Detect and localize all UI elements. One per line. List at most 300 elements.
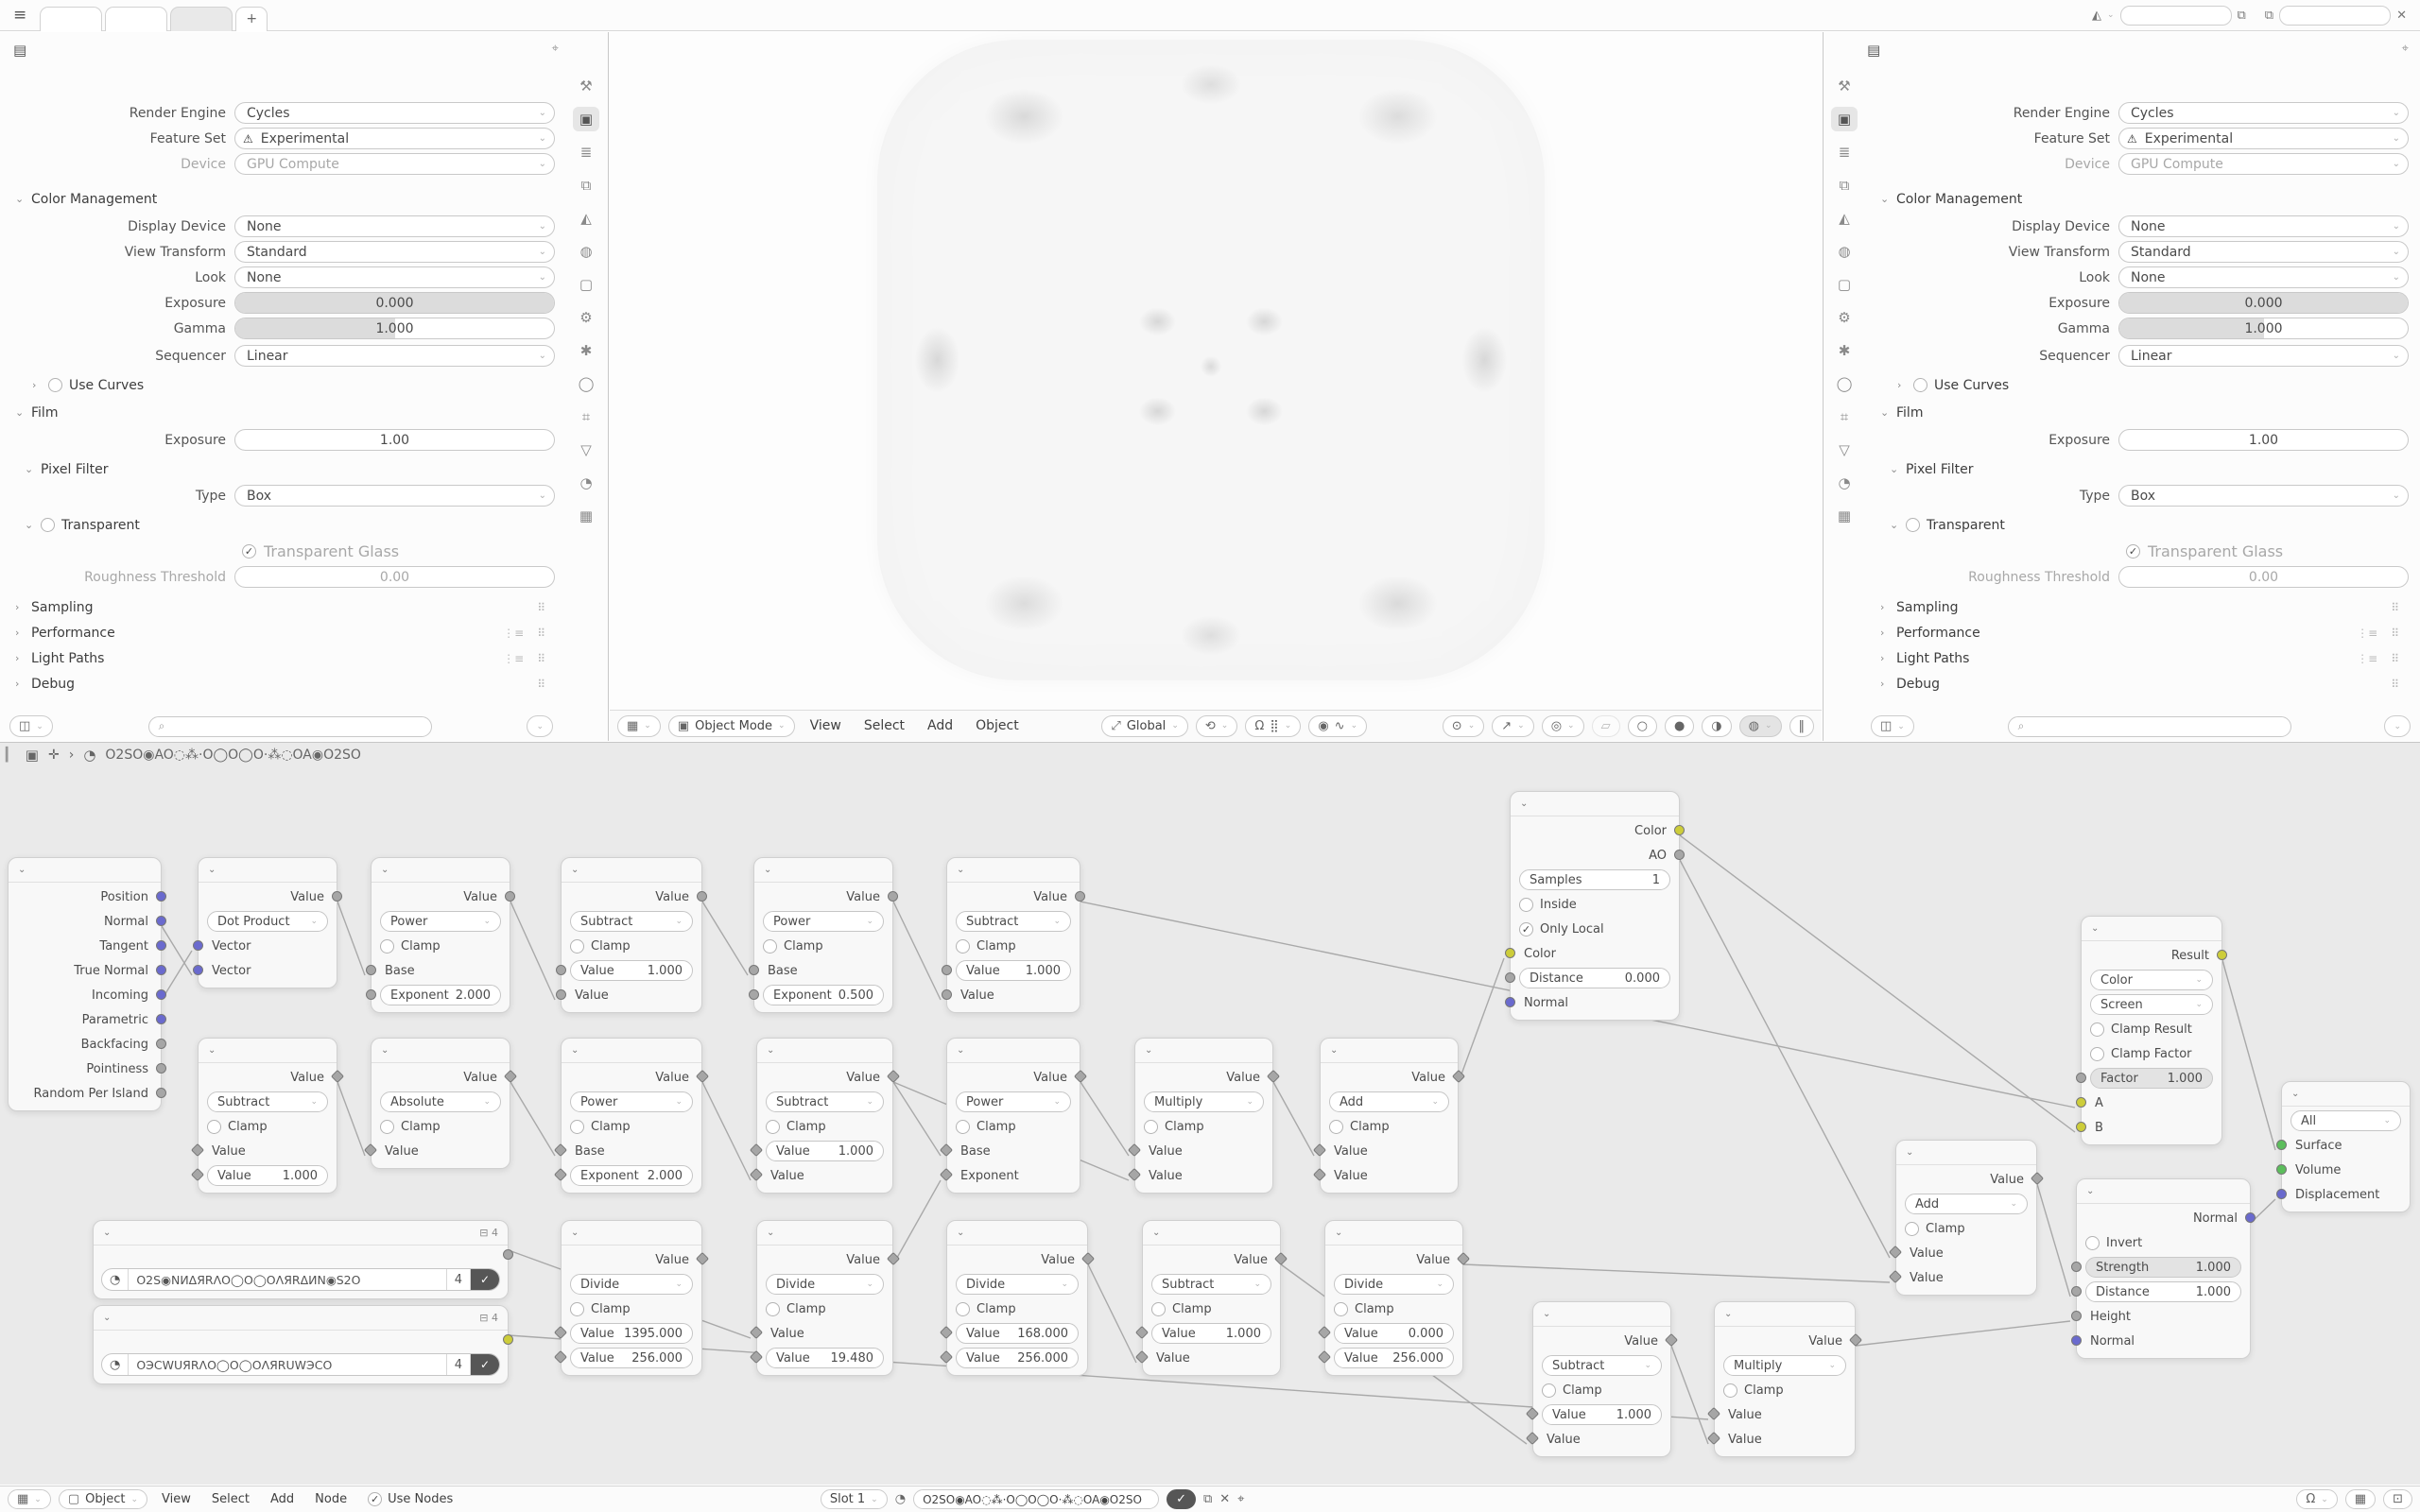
node-checkbox[interactable] <box>763 939 777 954</box>
particles-icon[interactable]: ✱ <box>579 342 593 359</box>
options-expand-button[interactable]: ⌄ <box>2384 715 2411 737</box>
math-subtract-3[interactable] <box>198 1038 337 1194</box>
physics-icon[interactable]: ◯ <box>578 375 595 392</box>
search-input[interactable] <box>148 716 432 737</box>
gizmo-button[interactable] <box>1492 715 1533 737</box>
node-checkbox[interactable] <box>956 1302 970 1316</box>
data-icon[interactable]: ▽ <box>580 441 592 458</box>
prop-select-sequencer[interactable] <box>2118 345 2409 367</box>
grip-icon[interactable]: ⠿ <box>2391 677 2399 691</box>
object-icon[interactable]: ▢ <box>1837 276 1852 293</box>
node-header[interactable]: ⌄ <box>1143 1221 1280 1246</box>
output-socket[interactable] <box>156 891 166 902</box>
list-icon[interactable]: ⋮≡ <box>503 626 525 640</box>
shader-node-editor[interactable] <box>0 742 2420 1485</box>
output-socket[interactable] <box>1674 825 1685 835</box>
node-number-field[interactable] <box>763 985 884 1005</box>
search-input[interactable] <box>2008 716 2291 737</box>
checkbox-transparent-glass[interactable] <box>242 544 256 558</box>
constraints-icon[interactable]: ⌗ <box>581 408 591 425</box>
output-socket[interactable] <box>332 891 342 902</box>
prop-number-exposure[interactable] <box>2118 429 2409 451</box>
node-header[interactable]: ⌄ <box>947 1039 1080 1063</box>
proportional-edit-button[interactable] <box>1308 715 1367 737</box>
output-socket[interactable] <box>156 1039 166 1049</box>
object-menu[interactable]: Object <box>976 718 1019 733</box>
prop-select-type[interactable] <box>234 485 555 507</box>
mix-color-node[interactable] <box>2081 916 2222 1145</box>
input-socket[interactable] <box>1505 997 1515 1007</box>
material-slot-select[interactable]: Slot 1 ⌄ <box>821 1489 888 1509</box>
select-menu[interactable]: Select <box>211 1492 250 1506</box>
grip-icon[interactable]: ⠿ <box>537 626 545 640</box>
output-socket[interactable] <box>1674 850 1685 860</box>
prop-select-render-engine[interactable] <box>2118 102 2409 124</box>
math-subtract-1[interactable] <box>561 857 702 1013</box>
node-header[interactable]: ⌄ <box>562 1039 701 1063</box>
node-select[interactable] <box>207 911 328 932</box>
fake-user-shield-button[interactable]: ✓ <box>471 1269 499 1290</box>
section-light-paths[interactable] <box>0 647 555 669</box>
section-checkbox[interactable] <box>1906 518 1920 532</box>
use-nodes-checkbox[interactable] <box>361 1492 459 1506</box>
node-checkbox[interactable] <box>380 939 394 954</box>
node-header[interactable]: ⌄ <box>754 858 892 883</box>
node-select[interactable] <box>956 1091 1071 1112</box>
node-checkbox[interactable] <box>380 1120 394 1134</box>
snap-target-button[interactable] <box>1196 715 1237 737</box>
node-header[interactable]: ⌄ <box>199 858 337 883</box>
material-output-node[interactable] <box>2281 1081 2411 1212</box>
datablock-name[interactable]: OЭCWUЯRΛO◯O◯OΛЯRUWЭCO <box>129 1354 446 1375</box>
overlap-icon[interactable] <box>2345 1489 2376 1509</box>
output-socket[interactable] <box>503 1334 513 1345</box>
prop-select-sequencer[interactable] <box>234 345 555 367</box>
node-checkbox[interactable] <box>1144 1120 1158 1134</box>
math-subtract-4[interactable] <box>756 1038 893 1194</box>
node-number-field[interactable] <box>570 960 693 981</box>
image-datablock-2[interactable] <box>93 1305 509 1384</box>
node-header[interactable]: ⌄ <box>2082 917 2221 941</box>
output-socket[interactable] <box>156 1063 166 1074</box>
node-checkbox[interactable] <box>1519 898 1533 912</box>
node-select[interactable] <box>1334 1274 1454 1295</box>
prop-slider-gamma[interactable] <box>234 318 555 339</box>
math-divide-4[interactable] <box>1324 1220 1463 1376</box>
constraints-icon[interactable]: ⌗ <box>1840 408 1849 425</box>
prop-select-display-device[interactable] <box>234 215 555 237</box>
node-number-field[interactable] <box>1519 869 1670 890</box>
node-number-field[interactable] <box>207 1165 328 1186</box>
node-header[interactable]: ⌄ <box>372 858 510 883</box>
node-select[interactable] <box>1723 1355 1846 1376</box>
node-number-field[interactable] <box>1151 1323 1271 1344</box>
view-layer-selector[interactable] <box>2279 6 2391 26</box>
node-checkbox[interactable] <box>570 1120 584 1134</box>
node-number-field[interactable] <box>766 1348 884 1368</box>
prop-select-device[interactable] <box>2118 153 2409 175</box>
node-select[interactable] <box>2090 970 2213 990</box>
node-number-field[interactable] <box>570 1165 693 1186</box>
ambient-occlusion-node[interactable] <box>1510 791 1680 1021</box>
prop-select-feature-set[interactable] <box>234 128 555 149</box>
input-socket[interactable] <box>2071 1335 2082 1346</box>
add-menu[interactable]: Add <box>927 718 954 733</box>
view-layer-icon[interactable]: ⧉ <box>1839 177 1850 194</box>
input-socket[interactable] <box>942 965 952 975</box>
copy-icon[interactable]: ⧉ <box>1202 1492 1213 1506</box>
particles-icon[interactable]: ✱ <box>1838 342 1851 359</box>
node-header[interactable]: ⌄ <box>562 1221 701 1246</box>
prop-select-look[interactable] <box>234 266 555 288</box>
node-select[interactable] <box>207 1091 328 1112</box>
math-power-1[interactable] <box>371 857 510 1013</box>
scene-icon[interactable]: ◭ <box>1839 210 1850 227</box>
node-checkbox[interactable] <box>766 1120 780 1134</box>
node-checkbox[interactable] <box>207 1120 221 1134</box>
output-icon[interactable]: ≣ <box>579 144 593 161</box>
node-header[interactable]: ⌄ <box>757 1039 892 1063</box>
grip-icon[interactable]: ⠿ <box>2391 600 2399 614</box>
image-datablock-1[interactable] <box>93 1220 509 1299</box>
editor-type-button[interactable] <box>8 1489 51 1509</box>
section-performance[interactable] <box>1865 622 2409 644</box>
input-socket[interactable] <box>942 989 952 1000</box>
subpanel-use-curves[interactable] <box>1865 374 2409 396</box>
node-number-field[interactable] <box>956 1348 1079 1368</box>
math-divide-1[interactable] <box>561 1220 702 1376</box>
list-icon[interactable]: ⋮≡ <box>2357 626 2378 640</box>
math-subtract-6[interactable] <box>1532 1301 1671 1457</box>
grid-icon[interactable] <box>2383 1489 2412 1509</box>
node-header[interactable]: ⌄ <box>1321 1039 1458 1063</box>
node-select[interactable] <box>570 1091 693 1112</box>
options-expand-button[interactable]: ⌄ <box>527 715 553 737</box>
input-socket[interactable] <box>366 965 376 975</box>
prop-select-display-device[interactable] <box>2118 215 2409 237</box>
node-select[interactable] <box>570 1274 693 1295</box>
node-select[interactable] <box>1151 1274 1271 1295</box>
render-icon[interactable]: ▣ <box>573 107 599 131</box>
input-socket[interactable] <box>2071 1311 2082 1321</box>
node-header[interactable]: ⌄ <box>1135 1039 1272 1063</box>
node-checkbox[interactable] <box>1542 1383 1556 1398</box>
node-number-field[interactable] <box>1542 1404 1662 1425</box>
section-color-management[interactable] <box>0 188 555 210</box>
prop-slider-gamma[interactable] <box>2118 318 2409 339</box>
texture-icon[interactable]: ▦ <box>1837 507 1852 524</box>
output-icon[interactable]: ≣ <box>1838 144 1851 161</box>
node-select[interactable] <box>380 911 501 932</box>
prop-select-look[interactable] <box>2118 266 2409 288</box>
math-absolute[interactable] <box>371 1038 510 1169</box>
node-select[interactable] <box>1905 1194 2028 1214</box>
node-select[interactable] <box>766 1091 884 1112</box>
node-header[interactable]: ⌄ <box>1896 1141 2036 1165</box>
grip-icon[interactable]: ⠿ <box>537 677 545 691</box>
node-select[interactable] <box>763 911 884 932</box>
section-film[interactable] <box>1865 402 2409 423</box>
node-menu[interactable]: Node <box>315 1492 348 1506</box>
input-socket[interactable] <box>749 965 759 975</box>
grip-icon[interactable]: ⠿ <box>537 651 545 665</box>
node-checkbox[interactable] <box>1334 1302 1348 1316</box>
node-checkbox[interactable] <box>2085 1236 2100 1250</box>
input-socket[interactable] <box>556 989 566 1000</box>
math-add-2[interactable] <box>1895 1140 2037 1296</box>
node-header[interactable]: ⌄ ⊟ 4 <box>94 1221 508 1246</box>
input-socket[interactable] <box>556 965 566 975</box>
output-socket[interactable] <box>156 916 166 926</box>
datablock-name[interactable]: O2S◉NИΔЯRΛO◯O◯OΛЯRΔИN◉S2O <box>129 1269 446 1290</box>
list-icon[interactable]: ⋮≡ <box>503 651 525 665</box>
shading-wireframe-button[interactable] <box>1628 715 1657 737</box>
snap-magnet-button[interactable] <box>1245 715 1301 737</box>
add-menu[interactable]: Add <box>270 1492 295 1506</box>
scene-selector[interactable] <box>2120 6 2232 26</box>
workspace-tab-1[interactable] <box>40 7 102 31</box>
node-header[interactable]: ⌄ <box>199 1039 337 1063</box>
list-icon[interactable]: ⋮≡ <box>2357 651 2378 665</box>
prop-select-feature-set[interactable] <box>2118 128 2409 149</box>
filter-toggle-button[interactable]: ◫ ⌄ <box>9 715 53 737</box>
node-checkbox[interactable] <box>1519 922 1533 936</box>
section-pixel-filter[interactable] <box>0 458 555 480</box>
properties-editor-icon[interactable]: ▤ <box>13 42 27 59</box>
output-socket[interactable] <box>2217 950 2227 960</box>
world-icon[interactable]: ◍ <box>1838 243 1851 260</box>
mode-select[interactable] <box>668 715 795 737</box>
app-menu-icon[interactable]: ≡ <box>13 6 27 25</box>
input-socket[interactable] <box>2071 1262 2082 1272</box>
physics-icon[interactable]: ◯ <box>1836 375 1853 392</box>
node-checkbox[interactable] <box>1723 1383 1737 1398</box>
prop-select-view-transform[interactable] <box>234 241 555 263</box>
overlays-button[interactable] <box>1542 715 1584 737</box>
node-checkbox[interactable] <box>766 1302 780 1316</box>
math-add-1[interactable] <box>1320 1038 1459 1194</box>
node-header[interactable]: ⌄ <box>947 1221 1087 1246</box>
prop-slider-exposure[interactable] <box>234 292 555 314</box>
visibility-button[interactable] <box>1443 715 1484 737</box>
node-number-field[interactable] <box>956 1323 1079 1344</box>
shading-rendered-button[interactable] <box>1739 715 1782 737</box>
node-checkbox[interactable] <box>570 1302 584 1316</box>
world-icon[interactable]: ◍ <box>579 243 593 260</box>
checkbox-transparent-glass[interactable] <box>2126 544 2140 558</box>
grip-icon[interactable]: ⠿ <box>2391 651 2399 665</box>
fake-user-shield-button[interactable]: ✓ <box>1167 1489 1196 1509</box>
pin-icon[interactable]: ⌖ <box>551 42 559 56</box>
math-subtract-2[interactable] <box>946 857 1080 1013</box>
input-socket[interactable] <box>2076 1122 2086 1132</box>
node-number-field[interactable] <box>2085 1281 2241 1302</box>
toggle-checkbox[interactable] <box>1913 378 1927 392</box>
output-socket[interactable] <box>156 1014 166 1024</box>
input-socket[interactable] <box>366 989 376 1000</box>
add-workspace-button[interactable]: + <box>235 7 268 31</box>
input-socket[interactable] <box>2076 1073 2086 1083</box>
math-power-3[interactable] <box>561 1038 702 1194</box>
node-number-field[interactable] <box>1334 1323 1454 1344</box>
input-socket[interactable] <box>1505 972 1515 983</box>
math-divide-2[interactable] <box>756 1220 893 1376</box>
node-select[interactable] <box>956 1274 1079 1295</box>
close-icon[interactable]: ✕ <box>2396 8 2407 23</box>
shading-material-button[interactable] <box>1702 715 1731 737</box>
modifiers-icon[interactable]: ⚙ <box>1838 309 1851 326</box>
node-number-field[interactable] <box>380 985 501 1005</box>
node-header[interactable]: ⌄ <box>947 858 1080 883</box>
node-number-field[interactable] <box>570 1348 693 1368</box>
xray-button[interactable] <box>1592 715 1620 737</box>
node-number-field[interactable] <box>2085 1257 2241 1278</box>
input-socket[interactable] <box>2076 1097 2086 1108</box>
input-socket[interactable] <box>193 965 203 975</box>
viewport-3d[interactable] <box>610 32 1822 741</box>
toggle-checkbox[interactable] <box>48 378 62 392</box>
math-multiply-1[interactable] <box>1134 1038 1273 1194</box>
material-name-field[interactable]: O2SO◉AO◌⁂·O◯O◯O·⁂◌OA◉O2SO <box>913 1489 1159 1509</box>
node-select[interactable] <box>956 911 1071 932</box>
prop-number-roughness-threshold[interactable] <box>2118 566 2409 588</box>
prop-slider-exposure[interactable] <box>2118 292 2409 314</box>
node-number-field[interactable] <box>956 960 1071 981</box>
render-icon[interactable]: ▣ <box>1831 107 1858 131</box>
node-number-field[interactable] <box>766 1141 884 1161</box>
subpanel-use-curves[interactable] <box>0 374 555 396</box>
input-socket[interactable] <box>2071 1286 2082 1297</box>
input-socket[interactable] <box>2276 1189 2287 1199</box>
plus-icon[interactable]: ✛ <box>47 747 60 763</box>
material-icon[interactable]: ◔ <box>1838 474 1851 491</box>
prop-select-render-engine[interactable] <box>234 102 555 124</box>
datablock-icon[interactable]: ◔ <box>102 1354 129 1375</box>
editor-type-button[interactable] <box>617 715 661 737</box>
texture-icon[interactable]: ▦ <box>579 507 594 524</box>
node-number-field[interactable] <box>1334 1348 1454 1368</box>
node-select[interactable] <box>570 911 693 932</box>
node-number-field[interactable] <box>570 1323 693 1344</box>
prop-select-view-transform[interactable] <box>2118 241 2409 263</box>
node-header[interactable]: ⌄ <box>9 858 161 883</box>
grip-icon[interactable]: ⠿ <box>537 600 545 614</box>
scene-icon[interactable]: ◭ <box>580 210 592 227</box>
node-select[interactable] <box>1144 1091 1264 1112</box>
node-number-field[interactable] <box>1519 968 1670 988</box>
data-icon[interactable]: ▽ <box>1839 441 1850 458</box>
datablock-icon[interactable]: ◔ <box>102 1269 129 1290</box>
node-checkbox[interactable] <box>1329 1120 1343 1134</box>
grip-icon[interactable]: ⠿ <box>2391 626 2399 640</box>
section-transparent[interactable] <box>0 514 555 536</box>
node-checkbox[interactable] <box>1905 1222 1919 1236</box>
output-socket[interactable] <box>156 965 166 975</box>
output-socket[interactable] <box>156 940 166 951</box>
workspace-tab-3[interactable] <box>170 7 233 31</box>
node-checkbox[interactable] <box>570 939 584 954</box>
chevron-down-icon[interactable]: ⌄ <box>2106 10 2115 20</box>
node-header[interactable]: ⌄ <box>2077 1179 2250 1204</box>
input-socket[interactable] <box>193 940 203 951</box>
output-socket[interactable] <box>2245 1212 2256 1223</box>
node-checkbox[interactable] <box>956 939 970 954</box>
pause-render-button[interactable] <box>1789 715 1815 737</box>
shading-solid-button[interactable] <box>1665 715 1694 737</box>
fake-user-shield-button[interactable]: ✓ <box>471 1354 499 1375</box>
section-light-paths[interactable] <box>1865 647 2409 669</box>
output-socket[interactable] <box>156 989 166 1000</box>
section-film[interactable] <box>0 402 555 423</box>
math-power-4[interactable] <box>946 1038 1080 1194</box>
node-header[interactable]: ⌄ <box>562 858 701 883</box>
view-menu[interactable]: View <box>162 1492 191 1506</box>
object-icon[interactable]: ▢ <box>579 276 594 293</box>
section-sampling[interactable] <box>0 596 555 618</box>
node-checkbox[interactable] <box>956 1120 970 1134</box>
node-select[interactable] <box>766 1274 884 1295</box>
input-socket[interactable] <box>2276 1140 2287 1150</box>
section-sampling[interactable] <box>1865 596 2409 618</box>
section-debug[interactable] <box>0 673 555 695</box>
pin-icon[interactable]: ⌖ <box>1237 1492 1245 1506</box>
input-socket[interactable] <box>1505 948 1515 958</box>
node-header[interactable]: ⌄ <box>1511 792 1679 816</box>
geometry-node[interactable] <box>8 857 162 1111</box>
node-checkbox[interactable] <box>1151 1302 1166 1316</box>
math-power-2[interactable] <box>753 857 893 1013</box>
section-debug[interactable] <box>1865 673 2409 695</box>
output-socket[interactable] <box>505 891 515 902</box>
node-header[interactable]: ⌄ <box>1715 1302 1855 1327</box>
bump-node[interactable] <box>2076 1178 2251 1359</box>
node-select[interactable] <box>1329 1091 1449 1112</box>
shader-type-select[interactable] <box>59 1489 147 1509</box>
properties-editor-icon[interactable]: ▤ <box>1867 42 1881 59</box>
tool-icon[interactable]: ⚒ <box>579 77 593 94</box>
math-subtract-5[interactable] <box>1142 1220 1281 1376</box>
prop-select-device[interactable] <box>234 153 555 175</box>
view-menu[interactable]: View <box>809 718 841 733</box>
node-header[interactable]: ⌄ <box>1533 1302 1670 1327</box>
prop-number-exposure[interactable] <box>234 429 555 451</box>
output-socket[interactable] <box>503 1249 513 1260</box>
input-socket[interactable] <box>749 989 759 1000</box>
node-select[interactable] <box>2090 994 2213 1015</box>
section-color-management[interactable] <box>1865 188 2409 210</box>
node-header[interactable]: ⌄ <box>372 1039 510 1063</box>
node-header[interactable]: ⌄ <box>2282 1082 2410 1107</box>
prop-number-roughness-threshold[interactable] <box>234 566 555 588</box>
material-icon[interactable]: ◔ <box>579 474 593 491</box>
node-checkbox[interactable] <box>2090 1022 2104 1037</box>
modifiers-icon[interactable]: ⚙ <box>579 309 593 326</box>
select-menu[interactable]: Select <box>863 718 906 733</box>
math-divide-3[interactable] <box>946 1220 1088 1376</box>
vector-math-dot-product[interactable] <box>198 857 337 988</box>
node-number-field[interactable] <box>2090 1068 2213 1089</box>
tool-icon[interactable]: ⚒ <box>1838 77 1851 94</box>
unlink-icon[interactable]: ✕ <box>1219 1492 1231 1506</box>
node-checkbox[interactable] <box>2090 1047 2104 1061</box>
math-multiply-2[interactable] <box>1714 1301 1856 1457</box>
duplicate-icon[interactable]: ⧉ <box>2237 8 2246 23</box>
workspace-tab-2[interactable] <box>105 7 167 31</box>
section-checkbox[interactable] <box>41 518 55 532</box>
output-socket[interactable] <box>1075 891 1085 902</box>
view-layer-icon[interactable]: ⧉ <box>580 177 592 194</box>
output-socket[interactable] <box>156 1088 166 1098</box>
